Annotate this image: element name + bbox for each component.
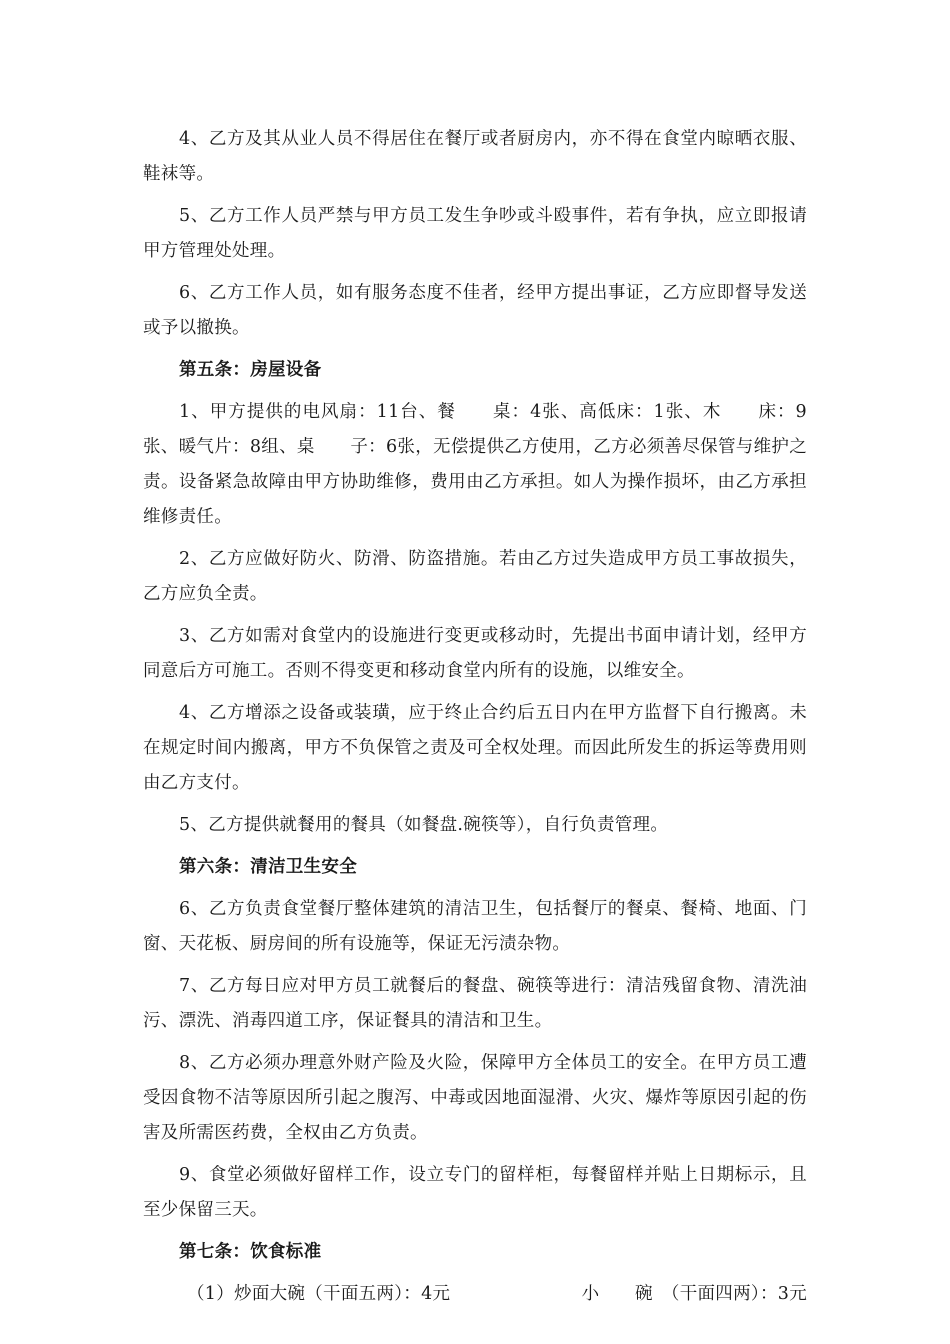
menu-price-row — [143, 1277, 807, 1312]
clause-8-insurance: 8、乙方必须办理意外财产险及火险，保障甲方全体员工的安全。在甲方员工遭受因食物不洁等原因所引起之腹泻、中毒或因地面湿滑、火灾、爆炸等原因引起的伤害及所需医药费，全权由乙方负责。 — [143, 1053, 807, 1143]
section-heading-article-7: 第七条：饮食标准 — [179, 1242, 322, 1262]
clause-5-tableware: 5、乙方提供就餐用的餐具（如餐盘.碗筷等），自行负责管理。 — [179, 815, 669, 835]
contract-body — [143, 122, 807, 1312]
clause-4-removal: 4、乙方增添之设备或装璜，应于终止合约后五日内在甲方监督下自行搬离。未在规定时间内搬离，甲方不负保管之责及可全权处理。而因此所发生的拆运等费用则由乙方支付。 — [143, 703, 807, 793]
clause-6-cleaning: 6、乙方负责食堂餐厅整体建筑的清洁卫生，包括餐厅的餐桌、餐椅、地面、门窗、天花板、厨房间的所有设施等，保证无污渍杂物。 — [143, 899, 807, 954]
clause-9-food-samples: 9、食堂必须做好留样工作，设立专门的留样柜，每餐留样并贴上日期标示，且至少保留三天。 — [143, 1165, 807, 1220]
menu-item-large-bowl: （1）炒面大碗（干面五两）：4元 — [187, 1284, 451, 1304]
clause-1-equipment: 1、甲方提供的电风扇：11台、餐 桌：4张、高低床：1张、木 床：9张、暖气片：8组、桌 子：6张，无偿提供乙方使用，乙方必须善尽保管与维护之责。设备紧急故障由甲方协助维修，费用由乙方承担。如人为操作损坏，由乙方承担维修责任。 — [143, 402, 807, 527]
clause-2-safety: 2、乙方应做好防火、防滑、防盗措施。若由乙方过失造成甲方员工事故损失，乙方应负全责。 — [143, 549, 807, 604]
clause-4-residence: 4、乙方及其从业人员不得居住在餐厅或者厨房内，亦不得在食堂内晾晒衣服、鞋袜等。 — [143, 129, 807, 184]
clause-7-dishwashing: 7、乙方每日应对甲方员工就餐后的餐盘、碗筷等进行：清洁残留食物、清洗油污、漂洗、消毒四道工序，保证餐具的清洁和卫生。 — [143, 976, 807, 1031]
section-heading-article-5: 第五条：房屋设备 — [179, 360, 322, 380]
clause-3-modification: 3、乙方如需对食堂内的设施进行变更或移动时，先提出书面申请计划，经甲方同意后方可施工。否则不得变更和移动食堂内所有的设施，以维安全。 — [143, 626, 807, 681]
clause-5-disputes: 5、乙方工作人员严禁与甲方员工发生争吵或斗殴事件，若有争执，应立即报请甲方管理处处理。 — [143, 206, 807, 261]
clause-6-service-attitude: 6、乙方工作人员，如有服务态度不佳者，经甲方提出事证，乙方应即督导发送或予以撤换。 — [143, 283, 807, 338]
menu-item-small-bowl: 小 碗 （干面四两）：3元 — [581, 1284, 807, 1304]
section-heading-article-6: 第六条：清洁卫生安全 — [179, 857, 357, 877]
